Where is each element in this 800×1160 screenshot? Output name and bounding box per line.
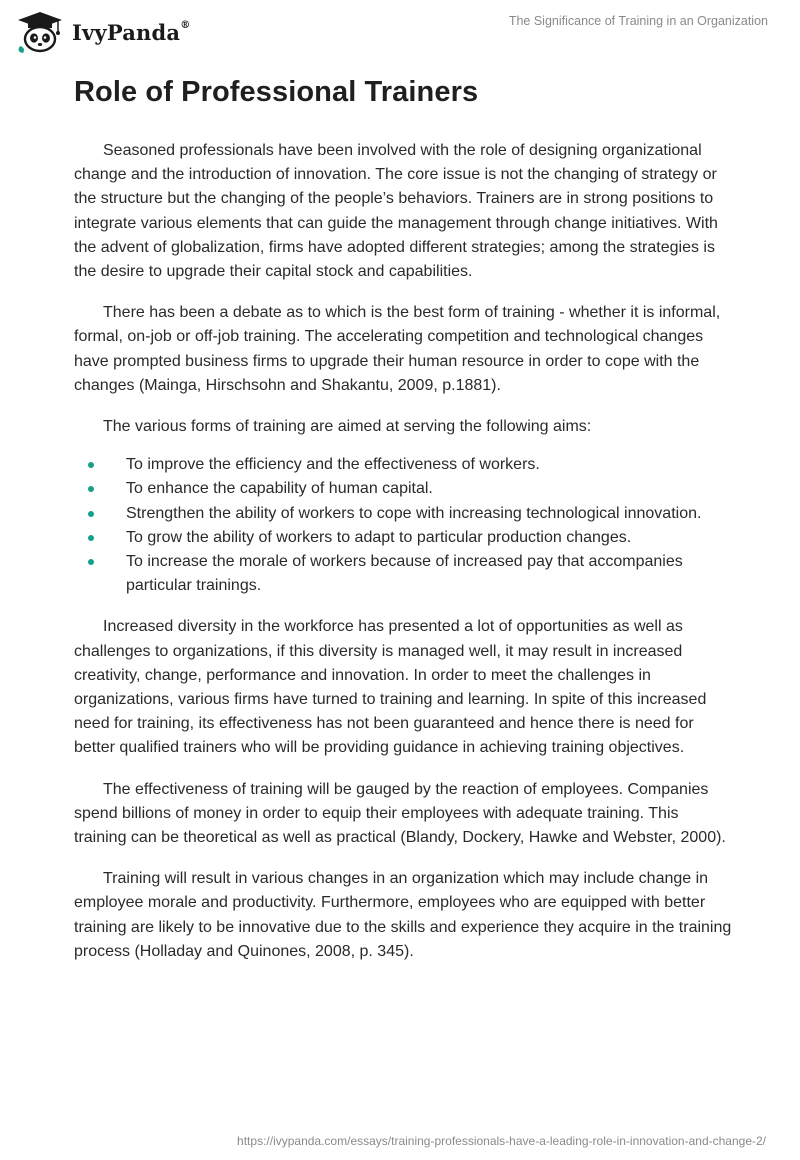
paragraph: Increased diversity in the workforce has presented a lot of opportunities as well as challenges to organizations, if this diversity is managed well, it may result in increased creativity, change, performance and innovation. In order to meet the challenges in organizations, various firms have turned to training and learning. In spite of this increased need for training, its effectiveness has not been guaranteed and hence there is need for better qualified trainers who will be providing guidance in achieving training objectives. [74, 618, 707, 757]
bullet-icon [88, 559, 94, 565]
paragraph: Training will result in various changes in an organization which may include change in employee morale and productivity. Furthermore, employees who are equipped with better training are likely to be innovative due to the skills and experience they acquire in the training process (Holladay and Quinones, 2008, p. 345). [74, 870, 732, 960]
brand-name: IvyPanda® [72, 19, 191, 45]
paragraph: Seasoned professionals have been involved with the role of designing organizational change and the introduction of innovation. The core issue is not the changing of strategy or the structure but the changing of the people’s behaviors. Trainers are in strong positions to integrate various elements that can guide the management through change initiatives. With the advent of globalization, firms have adopted different strategies; among the strategies is the desire to upgrade their capital stock and capabilities. [74, 142, 718, 281]
bullet-icon [88, 486, 94, 492]
paragraph: There has been a debate as to which is the best form of training - whether it is informal, formal, on-job or off-job training. The accelerating competition and technological changes have prompted business firms to upgrade their human resource in order to cope with the changes (Mainga, Hirschsohn and Shakantu, 2009, p.1881). [74, 304, 721, 394]
bullet-icon [88, 462, 94, 468]
aims-list [74, 453, 734, 598]
page-title: Role of Professional Trainers [74, 76, 479, 108]
list-item: To grow the ability of workers to adapt to particular production changes. [74, 526, 734, 550]
article-body [74, 76, 734, 981]
bullet-icon [88, 535, 94, 541]
list-item: To enhance the capability of human capital. [74, 477, 734, 501]
paragraph: The various forms of training are aimed at serving the following aims: [103, 418, 592, 436]
ivypanda-logo[interactable] [14, 10, 190, 54]
running-title: The Significance of Training in an Organization [508, 14, 768, 28]
panda-graduate-icon [14, 10, 66, 54]
list-item: To improve the efficiency and the effectiveness of workers. [74, 453, 734, 477]
page-header [0, 0, 800, 60]
paragraph: The effectiveness of training will be gauged by the reaction of employees. Companies spend billions of money in order to equip their employees with adequate training. This training can be theoretical as well as practical (Blandy, Dockery, Hawke and Webster, 2000). [74, 780, 726, 847]
list-item: Strengthen the ability of workers to cope with increasing technological innovation. [74, 502, 734, 526]
bullet-icon [88, 511, 94, 517]
source-url[interactable]: https://ivypanda.com/essays/training-professionals-have-a-leading-role-in-innovation-and-change-2/ [237, 1134, 766, 1148]
list-item: To increase the morale of workers because of increased pay that accompanies particular trainings. [74, 550, 734, 598]
